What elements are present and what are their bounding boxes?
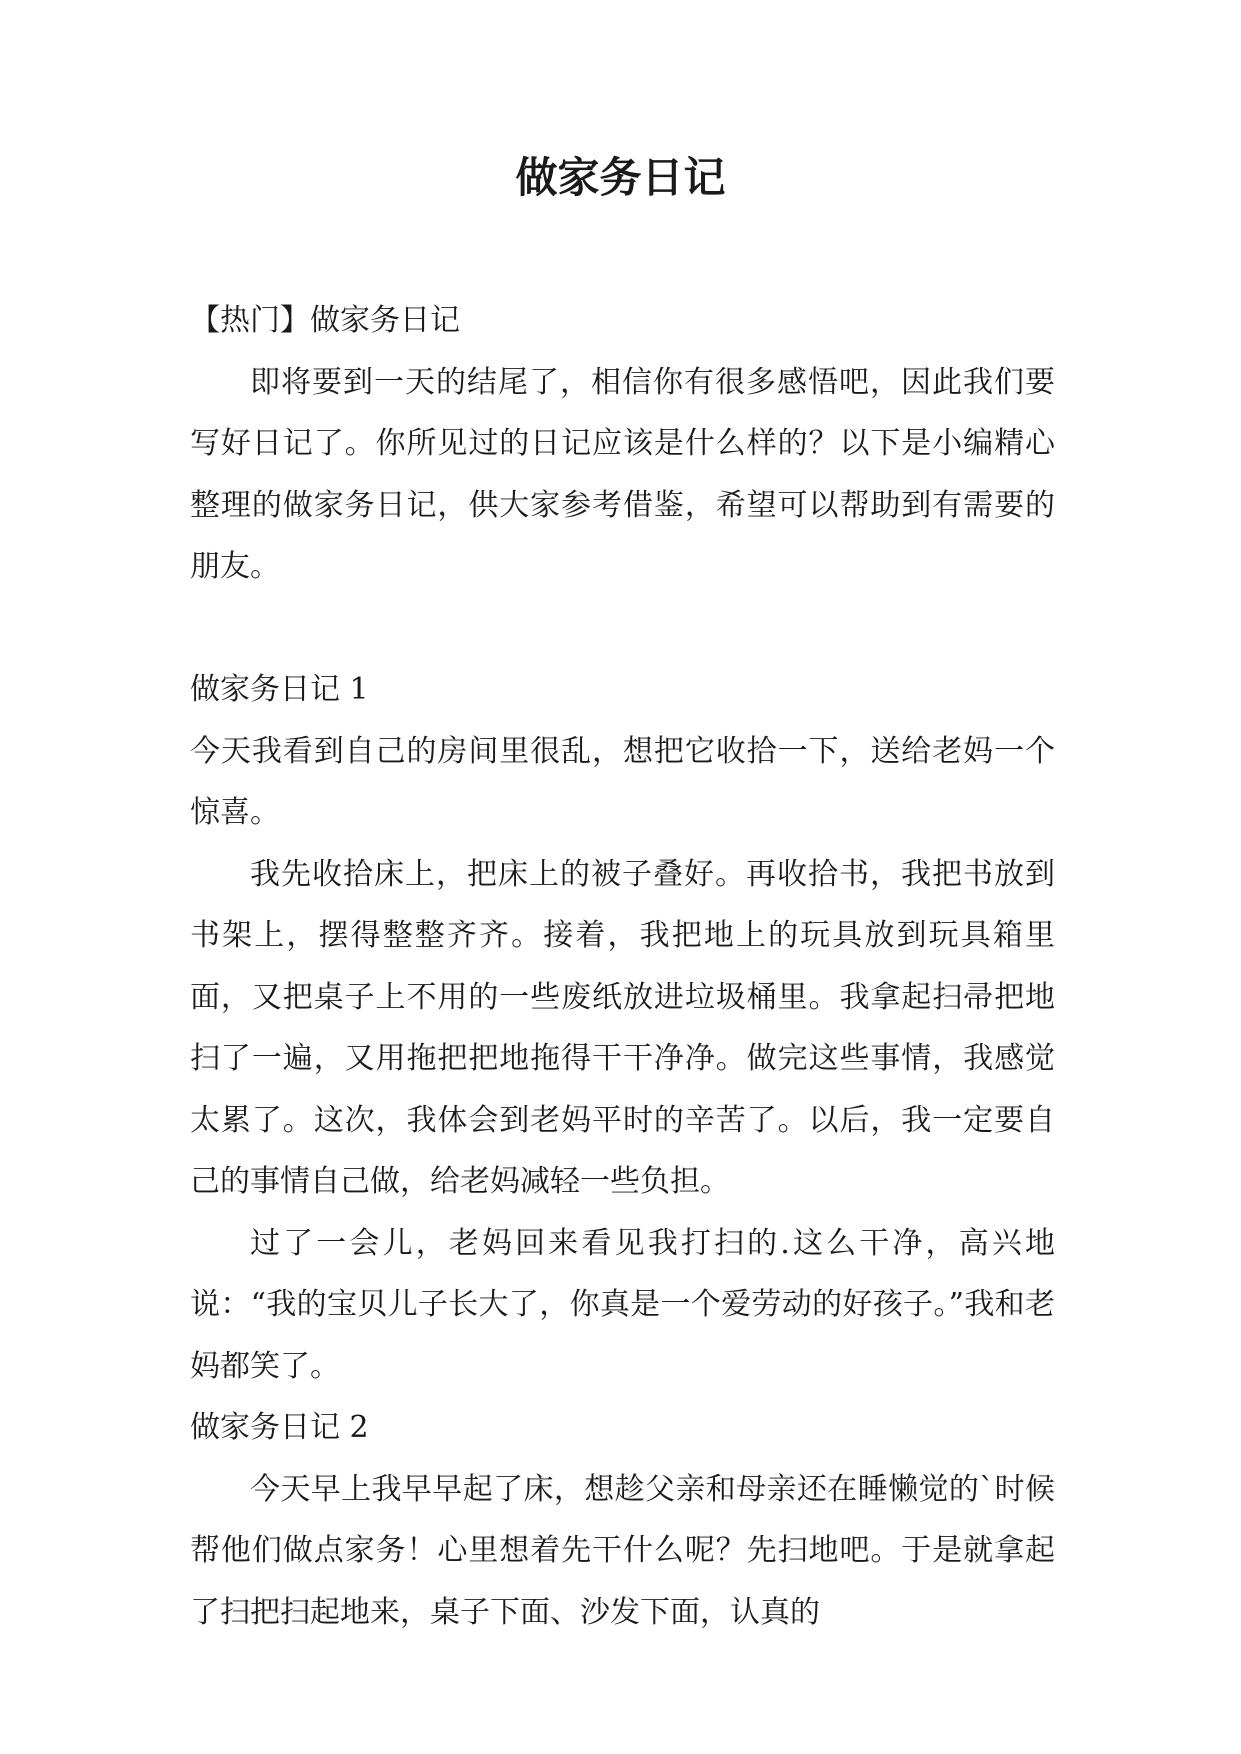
section-1-paragraph-1: 今天我看到自己的房间里很乱，想把它收拾一下，送给老妈一个惊喜。 xyxy=(190,733,1055,830)
section-1-paragraph-3: 过了一会儿，老妈回来看见我打扫的.这么干净，高兴地说：“我的宝贝儿子长大了，你真是一个爱劳动的好孩子。”我和老妈都笑了。 xyxy=(190,1225,1055,1384)
intro-paragraph: 即将要到一天的结尾了，相信你有很多感悟吧，因此我们要写好日记了。你所见过的日记应该是什么样的？以下是小编精心整理的做家务日记，供大家参考借鉴，希望可以帮助到有需要的朋友。 xyxy=(190,364,1055,584)
section-2-paragraph-1: 今天早上我早早起了床，想趁父亲和母亲还在睡懒觉的`时候帮他们做点家务！心里想着先干什么呢？先扫地吧。于是就拿起了扫把扫起地来，桌子下面、沙发下面，认真的 xyxy=(190,1471,1055,1630)
document-title: 做家务日记 xyxy=(515,153,726,202)
document-body xyxy=(190,290,1055,1643)
section-1-heading: 做家务日记 1 xyxy=(190,672,369,707)
section-1-paragraph-2: 我先收拾床上，把床上的被子叠好。再收拾书，我把书放到书架上，摆得整整齐齐。接着，我把地上的玩具放到玩具箱里面，又把桌子上不用的一些废纸放进垃圾桶里。我拿起扫帚把地扫了一遍，又用拖把把地拖得干干净净。做完这些事情，我感觉太累了。这次，我体会到老妈平时的辛苦了。以后，我一定要自己的事情自己做，给老妈减轻一些负担。 xyxy=(190,856,1055,1199)
section-2-heading: 做家务日记 2 xyxy=(190,1410,369,1445)
document-subtitle: 【热门】做家务日记 xyxy=(190,303,460,338)
paragraph-spacer xyxy=(190,598,1055,660)
